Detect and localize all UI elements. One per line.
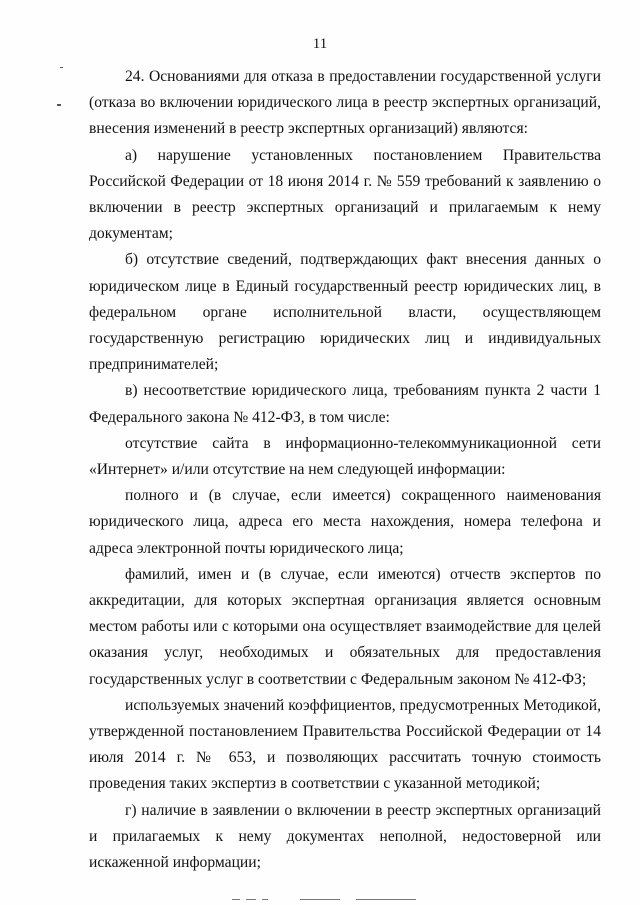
scan-artifact-speck <box>262 899 268 900</box>
scan-artifact-mark <box>60 67 63 68</box>
document-body <box>89 64 601 876</box>
paragraph-full-name: полного и (в случае, если имеется) сокращенного наименования юридического лица, адреса его места нахождения, номера телефона и адреса электронной почты юридического лица; <box>89 487 601 557</box>
paragraph-24-intro: 24. Основаниями для отказа в предоставлении государственной услуги (отказа во включении юридического лица в реестр экспертных организаций, внесения изменений в реестр экспертных организаций) являются: <box>89 68 601 138</box>
paragraph-no-website: отсутствие сайта в информационно-телекоммуникационной сети «Интернет» и/или отсутствие на нем следующей информации: <box>89 434 601 479</box>
scan-artifact-speck <box>300 899 340 900</box>
scan-artifact-mark <box>57 104 61 106</box>
paragraph-item-v: в) несоответствие юридического лица, требованиям пункта 2 части 1 Федерального закона № 412-ФЗ, в том числе: <box>89 382 601 426</box>
paragraph-item-a: а) нарушение установленных постановлением Правительства Российской Федерации от 18 июня 2014 г. № 559 требований к заявлению о включении в реестр экспертных организаций и прилагаемым к нему документам; <box>89 146 601 243</box>
page-number: 11 <box>312 36 328 52</box>
paragraph-experts: фамилий, имен и (в случае, если имеются) отчеств экспертов по аккредитации, для которых экспертная организация является основным местом работы или с которыми она осуществляет взаимодействие для целей оказания услуг, необходимых и обязательных для предоставления государственных услуг в соответствии с Федеральным законом № 412-ФЗ; <box>89 565 601 688</box>
paragraph-coefficients: используемых значений коэффициентов, предусмотренных Методикой, утвержденной постановлением Правительства Российской Федерации от 14 июля 2014 г. № 653, и позволяющих рассчитать точную стоимость проведения таких экспертиз в соответствии с указанной методикой; <box>89 696 601 793</box>
scan-artifact-speck <box>232 899 240 900</box>
paragraph-item-b: б) отсутствие сведений, подтверждающих факт внесения данных о юридическом лице в Единый государственный реестр юридических лиц, в федеральном органе исполнительной власти, осуществляющем государственную регистрацию юридических лиц и индивидуальных предпринимателей; <box>89 251 601 374</box>
scan-artifact-speck <box>246 899 256 900</box>
paragraph-item-g: г) наличие в заявлении о включении в реестр экспертных организаций и прилагаемых к нему документах неполной, недостоверной или искаженной информации; <box>89 801 601 872</box>
scan-artifact-speck <box>356 899 416 900</box>
